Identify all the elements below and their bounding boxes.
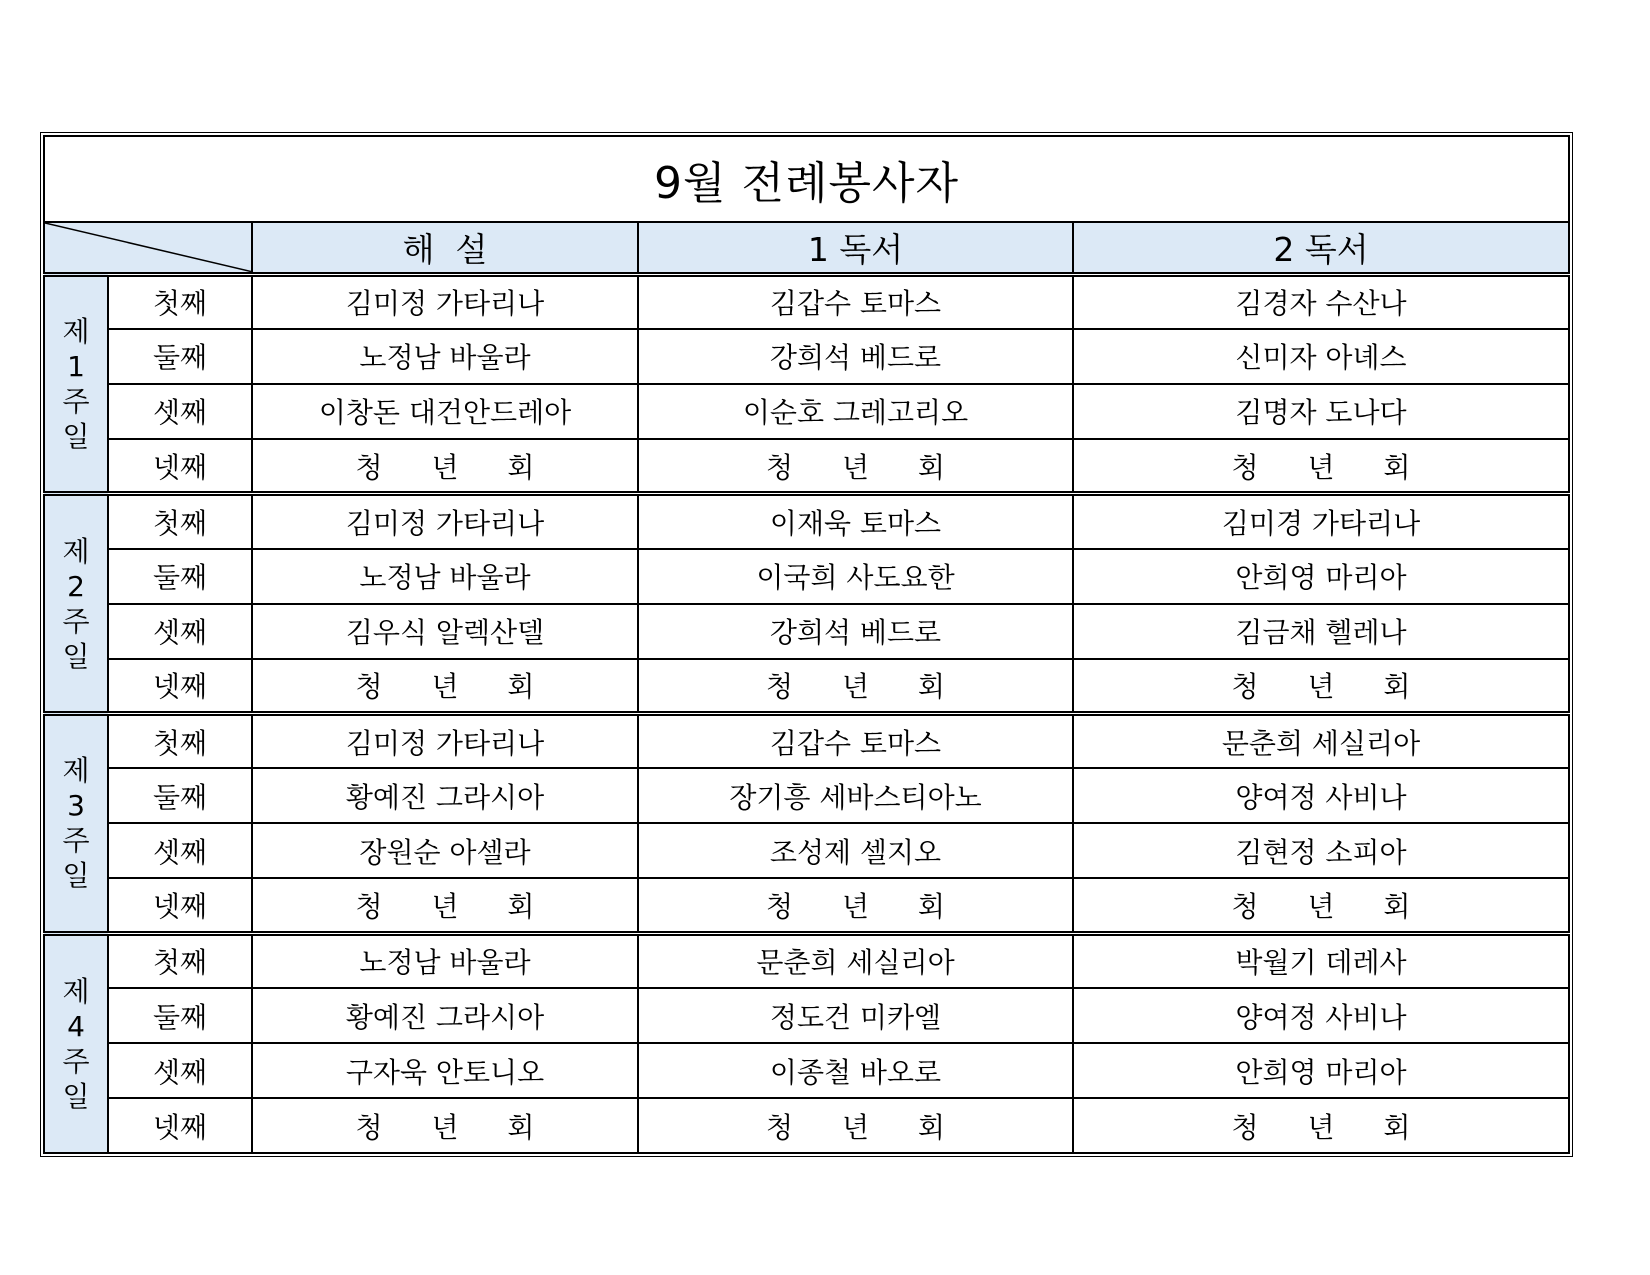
order-label: 첫째: [108, 933, 252, 988]
order-label: 넷째: [108, 659, 252, 714]
order-label: 셋째: [108, 604, 252, 659]
commentary-name-cell: 황예진 그라시아: [252, 988, 638, 1043]
first-reading-name-cell: 청 년 회: [638, 1098, 1073, 1153]
first-reading-name-cell: 청 년 회: [638, 878, 1073, 933]
second-reading-name-cell: 박월기 데레사: [1073, 933, 1569, 988]
table-row: [44, 714, 1569, 769]
table-row: [44, 659, 1569, 714]
table-row: [44, 274, 1569, 329]
second-reading-name-cell: 김경자 수산나: [1073, 274, 1569, 329]
second-reading-name-cell: 김현정 소피아: [1073, 823, 1569, 878]
first-reading-name-cell: 이종철 바오로: [638, 1043, 1073, 1098]
corner-diagonal-cell: [44, 222, 252, 274]
week-label-char: 제: [62, 974, 90, 1008]
second-reading-name-cell: 청 년 회: [1073, 1098, 1569, 1153]
order-label: 셋째: [108, 1043, 252, 1098]
table-row: [44, 329, 1569, 384]
week-label: [44, 714, 108, 934]
table-row: [44, 384, 1569, 439]
commentary-name-cell: 이창돈 대건안드레아: [252, 384, 638, 439]
order-label: 넷째: [108, 878, 252, 933]
order-label: 넷째: [108, 1098, 252, 1153]
order-label: 둘째: [108, 329, 252, 384]
second-reading-name-cell: 김명자 도나다: [1073, 384, 1569, 439]
order-label: 첫째: [108, 274, 252, 329]
first-reading-name-cell: 김갑수 토마스: [638, 274, 1073, 329]
week-label: [44, 494, 108, 714]
commentary-name-cell: 구자욱 안토니오: [252, 1043, 638, 1098]
commentary-name-cell: 노정남 바울라: [252, 549, 638, 604]
week-group: [44, 494, 1569, 714]
week-label-char: 제: [62, 314, 90, 348]
second-reading-name-cell: 김미경 가타리나: [1073, 494, 1569, 549]
first-reading-name-cell: 정도건 미카엘: [638, 988, 1073, 1043]
week-group: [44, 933, 1569, 1153]
table-row: [44, 439, 1569, 494]
column-header-first-reading: 1 독서: [638, 222, 1073, 274]
first-reading-name-cell: 문춘희 세실리아: [638, 933, 1073, 988]
commentary-name-cell: 김우식 알렉산델: [252, 604, 638, 659]
table-row: [44, 878, 1569, 933]
table-row: [44, 604, 1569, 659]
second-reading-name-cell: 안희영 마리아: [1073, 1043, 1569, 1098]
first-reading-name-cell: 청 년 회: [638, 439, 1073, 494]
week-label-char: 1: [67, 349, 85, 383]
order-label: 셋째: [108, 823, 252, 878]
second-reading-name-cell: 청 년 회: [1073, 659, 1569, 714]
week-group: [44, 274, 1569, 494]
table-row: [44, 933, 1569, 988]
week-label: [44, 933, 108, 1153]
second-reading-name-cell: 문춘희 세실리아: [1073, 714, 1569, 769]
commentary-name-cell: 김미정 가타리나: [252, 274, 638, 329]
first-reading-name-cell: 장기흥 세바스티아노: [638, 768, 1073, 823]
first-reading-name-cell: 이재욱 토마스: [638, 494, 1073, 549]
page-title: 9월 전례봉사자: [44, 136, 1569, 222]
column-header-second-reading: 2 독서: [1073, 222, 1569, 274]
table-row: [44, 768, 1569, 823]
first-reading-name-cell: 김갑수 토마스: [638, 714, 1073, 769]
week-label-char: 일: [62, 419, 90, 453]
commentary-name-cell: 김미정 가타리나: [252, 494, 638, 549]
second-reading-name-cell: 청 년 회: [1073, 878, 1569, 933]
week-label-char: 일: [62, 1079, 90, 1113]
commentary-name-cell: 장원순 아셀라: [252, 823, 638, 878]
week-label-char: 4: [67, 1009, 85, 1043]
commentary-name-cell: 청 년 회: [252, 659, 638, 714]
table-row: [44, 494, 1569, 549]
week-label-char: 3: [67, 789, 85, 823]
schedule-table: [43, 135, 1570, 1154]
table-row: [44, 1098, 1569, 1153]
diagonal-line-icon: [45, 223, 251, 272]
week-label-char: 제: [62, 534, 90, 568]
first-reading-name-cell: 강희석 베드로: [638, 329, 1073, 384]
schedule-frame: [40, 132, 1573, 1157]
table-row: [44, 988, 1569, 1043]
first-reading-name-cell: 청 년 회: [638, 659, 1073, 714]
week-label-char: 주: [62, 604, 90, 638]
week-label-char: 주: [62, 824, 90, 858]
second-reading-name-cell: 양여정 사비나: [1073, 768, 1569, 823]
first-reading-name-cell: 조성제 셀지오: [638, 823, 1073, 878]
commentary-name-cell: 청 년 회: [252, 878, 638, 933]
table-row: [44, 1043, 1569, 1098]
order-label: 넷째: [108, 439, 252, 494]
column-header-commentary: 해 설: [252, 222, 638, 274]
commentary-name-cell: 황예진 그라시아: [252, 768, 638, 823]
table-row: [44, 549, 1569, 604]
week-label-char: 주: [62, 384, 90, 418]
week-label: [44, 274, 108, 494]
second-reading-name-cell: 신미자 아녜스: [1073, 329, 1569, 384]
first-reading-name-cell: 이순호 그레고리오: [638, 384, 1073, 439]
first-reading-name-cell: 이국희 사도요한: [638, 549, 1073, 604]
commentary-name-cell: 청 년 회: [252, 1098, 638, 1153]
second-reading-name-cell: 청 년 회: [1073, 439, 1569, 494]
order-label: 둘째: [108, 768, 252, 823]
week-label-char: 제: [62, 754, 90, 788]
order-label: 둘째: [108, 549, 252, 604]
week-label-char: 주: [62, 1044, 90, 1078]
week-label-char: 일: [62, 639, 90, 673]
first-reading-name-cell: 강희석 베드로: [638, 604, 1073, 659]
second-reading-name-cell: 양여정 사비나: [1073, 988, 1569, 1043]
second-reading-name-cell: 안희영 마리아: [1073, 549, 1569, 604]
second-reading-name-cell: 김금채 헬레나: [1073, 604, 1569, 659]
order-label: 첫째: [108, 714, 252, 769]
table-row: [44, 823, 1569, 878]
commentary-name-cell: 노정남 바울라: [252, 329, 638, 384]
commentary-name-cell: 김미정 가타리나: [252, 714, 638, 769]
week-label-char: 2: [67, 569, 85, 603]
order-label: 셋째: [108, 384, 252, 439]
order-label: 둘째: [108, 988, 252, 1043]
week-label-char: 일: [62, 859, 90, 893]
week-group: [44, 714, 1569, 934]
order-label: 첫째: [108, 494, 252, 549]
commentary-name-cell: 노정남 바울라: [252, 933, 638, 988]
commentary-name-cell: 청 년 회: [252, 439, 638, 494]
